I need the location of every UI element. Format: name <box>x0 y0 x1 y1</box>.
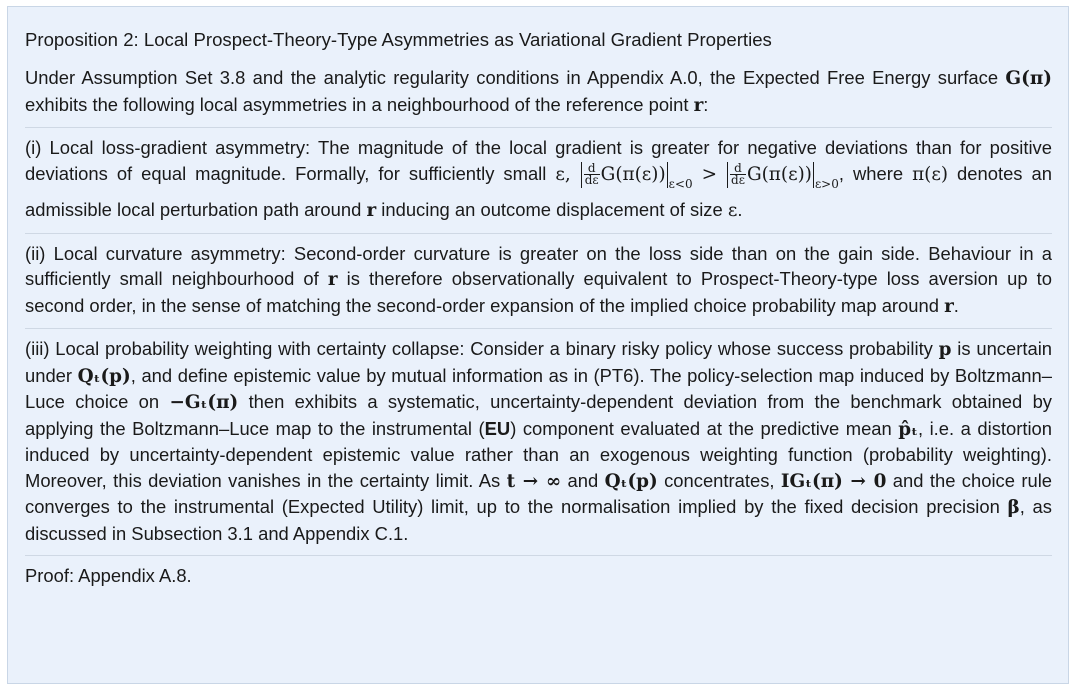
g-symbol: G(π) <box>1005 68 1052 89</box>
key-claim: observationally equivalent to Prospect-Theory-type loss aversion up to second order <box>25 268 1052 316</box>
divider <box>25 127 1052 128</box>
proposition-title: Proposition 2: Local Prospect-Theory-Type Asymmetries as Variational Gradient Properties <box>25 29 772 50</box>
item-ii-heading: (ii) Local curvature asymmetry: <box>25 242 286 264</box>
item-iii-heading: (iii) Local probability weighting with certainty collapse: <box>25 338 465 359</box>
divider <box>25 555 1052 556</box>
item-i-heading: (i) Local loss-gradient asymmetry: <box>25 137 311 158</box>
divider <box>25 233 1052 234</box>
intro-paragraph: Under Assumption Set 3.8 and the analytic regularity conditions in Appendix A.0, the Expected Free Energy surface G(π) exhibits the following local asymmetries in a neighbourhood of the reference point r: <box>25 67 1052 116</box>
proof-line: Proof: Appendix A.8. <box>25 565 192 586</box>
divider <box>25 328 1052 329</box>
item-i: (i) Local loss-gradient asymmetry: The magnitude of the local gradient is greater for negative deviations than for positive deviations of equal magnitude. Formally, for sufficiently small ε, $\frac{d}{d\varepsilon}$ G(π(ε)) $_{\varepsilon<0}$ > $\frac{d}{d\varepsilon}$ G(π(ε)) $_{\varepsilon>0}$, where π(ε) denotes an admissible local perturbation path around r inducing an outcome displacement of size ε. <box>25 137 1052 221</box>
proof-label: Proof: <box>25 565 75 586</box>
proposition-box <box>7 6 1069 684</box>
item-ii: (ii) Local curvature asymmetry: Second-order curvature is greater on the loss side than on the gain side. Behaviour in a sufficiently small neighbourhood of r is therefore observationally equivalent to Prospect-Theory-type loss aversion up to second order, in the sense of matching the second-order expansion of the implied choice probability map around r. <box>25 242 1052 317</box>
item-iii: (iii) Local probability weighting with certainty collapse: Consider a binary risky policy whose success probability p is uncertain under Qₜ(p), and define epistemic value by mutual information as in (PT6). The policy-selection map induced by Boltzmann–Luce choice on −Gₜ(π) then exhibits a systematic, uncertainty-dependent deviation from the benchmark obtained by applying the Boltzmann–Luce map to the instrumental (EU) component evaluated at the predictive mean p̂ₜ, i.e. a distortion induced by uncertainty-dependent epistemic value rather than an exogenous weighting function (probability weighting). Moreover, this deviation vanishes in the certainty limit. As t → ∞ and Qₜ(p) concentrates, IGₜ(π) → 0 and the choice rule converges to the instrumental (Expected Utility) limit, up to the normalisation implied by the fixed decision precision β, as discussed in Subsection 3.1 and Appendix C.1. <box>25 338 1053 544</box>
